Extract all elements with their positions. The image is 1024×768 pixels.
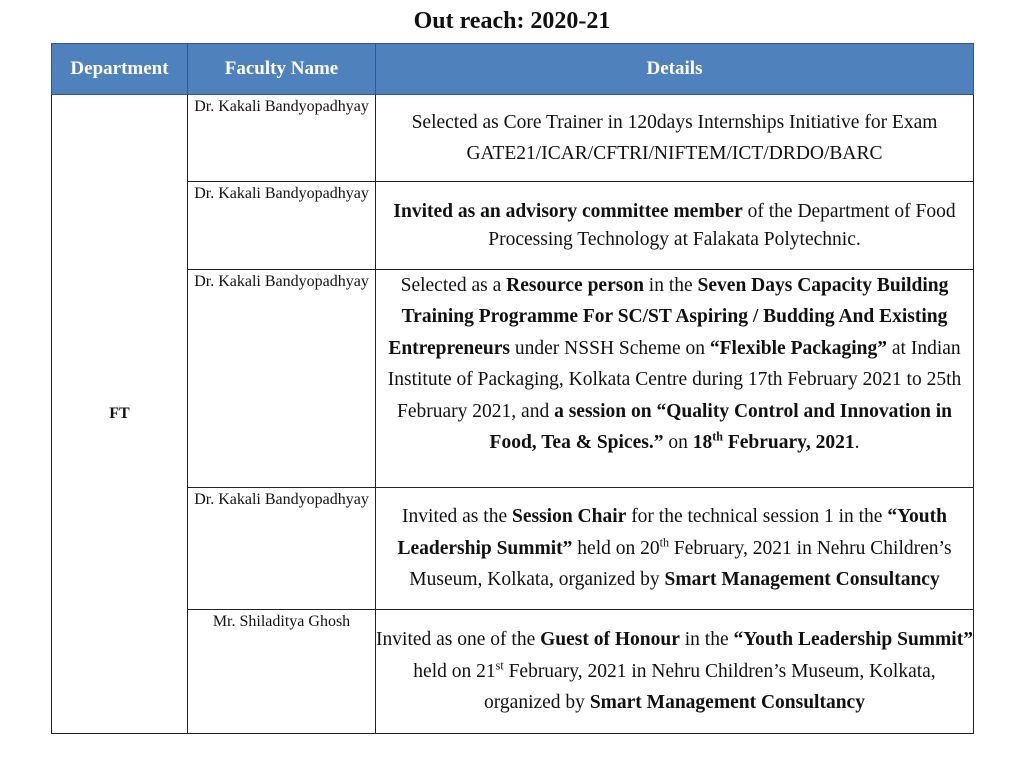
table-row — [52, 610, 974, 734]
details-bold-text: a session on “Quality Control and Innovation in Food, Tea & Spices.” — [489, 400, 952, 454]
details-bold-text: 18 — [692, 432, 713, 454]
details-text: in the — [679, 629, 734, 651]
details-cell — [376, 270, 974, 488]
header-details: Details — [376, 44, 974, 95]
faculty-cell: Dr. Kakali Bandyopadhyay — [188, 270, 376, 488]
faculty-cell: Dr. Kakali Bandyopadhyay — [188, 95, 376, 182]
superscript: th — [712, 429, 723, 444]
faculty-cell: Dr. Kakali Bandyopadhyay — [188, 488, 376, 610]
details-text: under NSSH Scheme on — [510, 337, 710, 359]
outreach-table — [51, 43, 974, 734]
details-text: held on 21 — [413, 660, 496, 682]
page-title: Out reach: 2020-21 — [413, 8, 611, 34]
details-bold-text: “Flexible Packaging” — [709, 337, 888, 359]
details-text: for the technical session 1 in the — [626, 506, 888, 528]
details-bold-text: Seven Days Capacity Building Training Programme For SC/ST Aspiring / Budding And Existing Entrepreneurs — [388, 275, 949, 359]
details-cell — [376, 488, 974, 610]
details-text: Invited as one of the — [376, 629, 541, 651]
details-text: in the — [643, 275, 698, 296]
details-text: Selected as Core Trainer in 120days Internships Initiative for Exam GATE21/ICAR/CFTRI/NIFTEM/ICT/DRDO/BARC — [411, 111, 938, 164]
table-row — [52, 95, 974, 182]
table-row — [52, 182, 974, 270]
details-text: Invited as the — [402, 506, 512, 528]
header-faculty-name: Faculty Name — [188, 44, 376, 95]
details-bold-text: “Youth Leadership Summit” — [733, 629, 973, 651]
table-row — [52, 270, 974, 488]
details-text: of the Department of Food Processing Technology at Falakata Polytechnic. — [488, 200, 956, 250]
details-bold-text: Session Chair — [511, 506, 627, 528]
faculty-cell: Dr. Kakali Bandyopadhyay — [188, 182, 376, 270]
details-bold-text: Smart Management Consultancy — [589, 692, 865, 714]
faculty-cell: Mr. Shiladitya Ghosh — [188, 610, 376, 734]
details-text: February, 2021 in Nehru Children’s Museum, Kolkata, organized by — [409, 537, 952, 591]
details-bold-text: “Youth Leadership Summit” — [397, 506, 947, 559]
details-text: held on 20 — [572, 537, 660, 559]
details-bold-text: February, 2021 — [722, 432, 855, 454]
details-cell — [376, 610, 974, 734]
header-department: Department — [52, 44, 188, 95]
table-row — [52, 488, 974, 610]
details-text: February, 2021 in Nehru Children’s Museum, Kolkata, organized by — [484, 660, 936, 714]
department-cell: FT — [52, 95, 188, 734]
details-bold-text: Invited as an advisory committee member — [393, 200, 743, 222]
details-text: on — [663, 432, 693, 454]
details-text: . — [854, 432, 860, 454]
details-cell — [376, 95, 974, 182]
details-bold-text: Smart Management Consultancy — [664, 569, 940, 591]
details-text: at Indian Institute of Packaging, Kolkata Centre during 17th February 2021 to 25th February 2021, and — [387, 337, 962, 422]
superscript: st — [495, 658, 504, 673]
details-cell — [376, 182, 974, 270]
header-row — [52, 44, 974, 95]
superscript: th — [659, 535, 670, 550]
details-text: Selected as a — [400, 275, 507, 296]
details-bold-text: Resource person — [506, 275, 644, 296]
details-bold-text: Guest of Honour — [540, 629, 680, 651]
